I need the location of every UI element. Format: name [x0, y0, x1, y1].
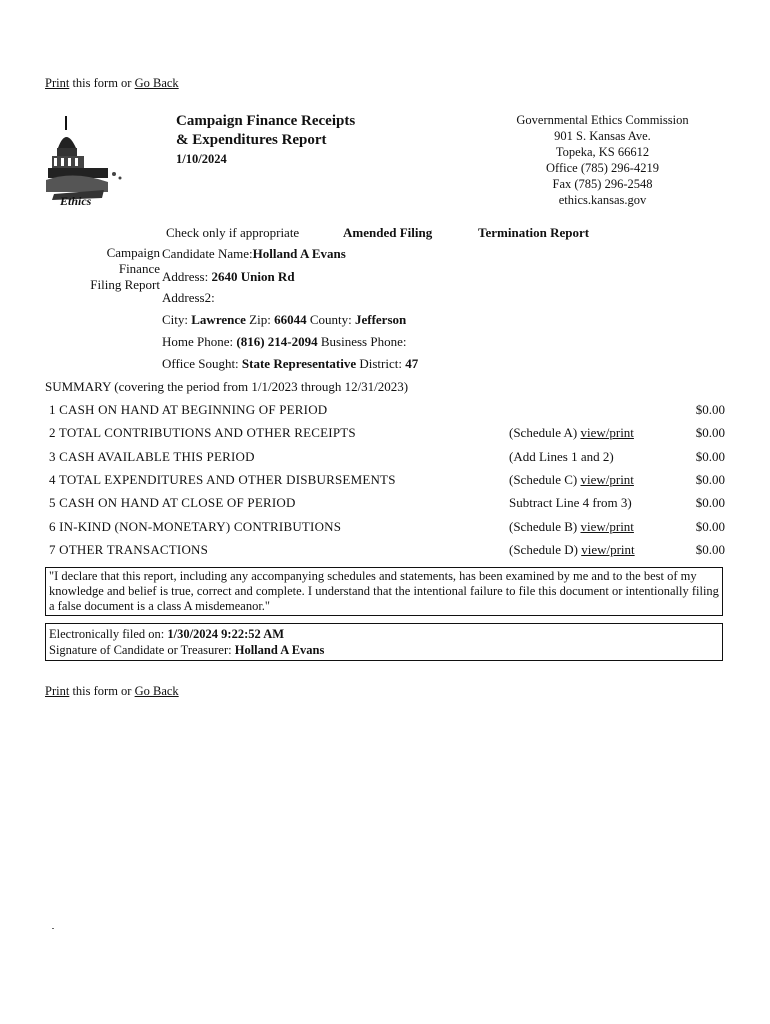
schedule-text: (Schedule C) [509, 471, 581, 487]
row-number: 2 [49, 425, 56, 441]
candidate-name-label: Candidate Name: [162, 246, 253, 261]
row-label [49, 425, 356, 441]
candidate-city: Lawrence [191, 312, 246, 327]
address-line [162, 269, 295, 285]
row-text: CASH ON HAND AT BEGINNING OF PERIOD [59, 402, 328, 417]
row-text: TOTAL CONTRIBUTIONS AND OTHER RECEIPTS [58, 425, 356, 441]
title-line-2: & Expenditures Report [176, 132, 327, 148]
row-label [49, 449, 255, 465]
row-number: 7 [49, 541, 56, 557]
report-date: 1/10/2024 [176, 152, 227, 166]
city-label: City: [162, 312, 192, 327]
row-schedule [509, 542, 635, 558]
row-amount: $0.00 [695, 518, 725, 534]
page-speck [52, 928, 54, 929]
business-phone-label: Business Phone: [320, 334, 407, 349]
office-line [162, 356, 418, 372]
filed-line [49, 626, 719, 642]
side-line-2: Finance [118, 261, 160, 276]
row-label [49, 495, 296, 511]
declaration-text: "I declare that this report, including any accompanying schedules and statements, has been examined by me and to the best of my knowledge and belief is true, correct and complete. I understand that the intentional failure to file this document or intentionally filing a false document is a class A misdemeanor." [49, 569, 719, 613]
county-label: County: [309, 312, 355, 327]
office-sought: State Representative [241, 356, 357, 371]
summary-row [45, 402, 725, 424]
candidate-zip: 66044 [274, 312, 307, 327]
summary-row [45, 449, 725, 471]
phone-line [162, 334, 406, 350]
signature-name: Holland A Evans [234, 643, 325, 657]
row-number: 3 [49, 448, 56, 464]
address2-line [162, 290, 215, 306]
signature-line [49, 642, 719, 658]
top-nav [45, 76, 179, 91]
termination-report: Termination Report [478, 225, 590, 240]
summary-row [45, 472, 725, 494]
filed-label: Electronically filed on: [49, 627, 168, 641]
row-amount: $0.00 [695, 448, 725, 464]
ethics-logo [44, 112, 130, 214]
summary-heading: SUMMARY (covering the period from 1/1/2023 through 12/31/2023) [45, 379, 409, 394]
address2-label: Address2: [162, 290, 215, 305]
schedule-text: (Schedule D) [509, 541, 582, 557]
amended-filing: Amended Filing [343, 225, 433, 240]
agency-city: Topeka, KS 66612 [555, 145, 650, 159]
row-amount: $0.00 [695, 495, 725, 511]
agency-street: 901 S. Kansas Ave. [554, 129, 651, 143]
view-print-link[interactable]: view/print [581, 541, 635, 557]
summary-row [45, 425, 725, 447]
district: 47 [405, 356, 419, 371]
row-text: CASH ON HAND AT CLOSE OF PERIOD [59, 495, 296, 511]
view-print-link[interactable]: view/print [580, 518, 634, 534]
row-label [49, 472, 396, 488]
row-text: IN-KIND (NON-MONETARY) CONTRIBUTIONS [59, 518, 342, 534]
summary-row [45, 542, 725, 564]
row-schedule [509, 472, 634, 488]
row-label [49, 402, 327, 418]
print-link[interactable]: Print [45, 684, 70, 698]
row-number: 4 [49, 471, 56, 487]
go-back-link[interactable]: Go Back [134, 76, 179, 90]
row-text: TOTAL EXPENDITURES AND OTHER DISBURSEMENTS [58, 471, 396, 487]
candidate-name: Holland A Evans [252, 246, 346, 261]
signature-label: Signature of Candidate or Treasurer: [49, 643, 235, 657]
view-print-link[interactable]: view/print [580, 425, 634, 441]
row-amount: $0.00 [695, 402, 725, 417]
summary-row [45, 519, 725, 541]
row-label [49, 519, 341, 535]
agency-fax: Fax (785) 296-2548 [552, 177, 653, 191]
row-amount: $0.00 [695, 425, 725, 441]
row-amount: $0.00 [695, 541, 725, 557]
filing-box [45, 623, 723, 661]
row-schedule [509, 425, 634, 441]
agency-address [490, 112, 715, 208]
schedule-text: (Add Lines 1 and 2) [509, 448, 614, 464]
row-schedule [509, 519, 634, 535]
row-number: 1 [49, 402, 56, 417]
view-print-link[interactable]: view/print [580, 471, 634, 487]
summary-row [45, 495, 725, 517]
zip-label: Zip: [249, 312, 275, 327]
row-number: 6 [49, 518, 56, 534]
schedule-text: (Schedule A) [509, 425, 581, 441]
go-back-link[interactable]: Go Back [134, 684, 179, 698]
print-link[interactable]: Print [45, 76, 70, 90]
logo-text: Ethics [60, 194, 92, 208]
nav-text: this form or [69, 684, 135, 698]
declaration-box [45, 567, 723, 616]
agency-name: Governmental Ethics Commission [516, 113, 689, 127]
district-label: District: [359, 356, 406, 371]
row-text: CASH AVAILABLE THIS PERIOD [59, 448, 255, 464]
schedule-text: Subtract Line 4 from 3) [509, 495, 632, 511]
agency-office-phone: Office (785) 296-4219 [546, 161, 659, 175]
home-phone-label: Home Phone: [162, 334, 237, 349]
city-line [162, 312, 406, 328]
candidate-address: 2640 Union Rd [211, 269, 295, 284]
row-schedule [509, 449, 614, 465]
side-line-3: Filing Report [90, 277, 160, 292]
nav-text: this form or [69, 76, 135, 90]
report-title [176, 112, 355, 169]
row-label [49, 542, 208, 558]
check-label: Check only if appropriate [166, 225, 300, 240]
schedule-text: (Schedule B) [509, 518, 581, 534]
row-number: 5 [49, 495, 56, 511]
home-phone: (816) 214-2094 [236, 334, 318, 349]
bottom-nav [45, 684, 179, 699]
office-sought-label: Office Sought: [162, 356, 242, 371]
filed-date: 1/30/2024 9:22:52 AM [167, 627, 285, 641]
title-line-1: Campaign Finance Receipts [176, 113, 356, 129]
candidate-county: Jefferson [354, 312, 407, 327]
row-schedule [509, 495, 632, 511]
row-amount: $0.00 [695, 471, 725, 487]
address-label: Address: [162, 269, 212, 284]
candidate-name-line [162, 246, 346, 262]
filing-report-label [70, 245, 160, 293]
side-line-1: Campaign [106, 245, 160, 260]
agency-website: ethics.kansas.gov [558, 193, 647, 207]
row-text: OTHER TRANSACTIONS [59, 541, 209, 557]
